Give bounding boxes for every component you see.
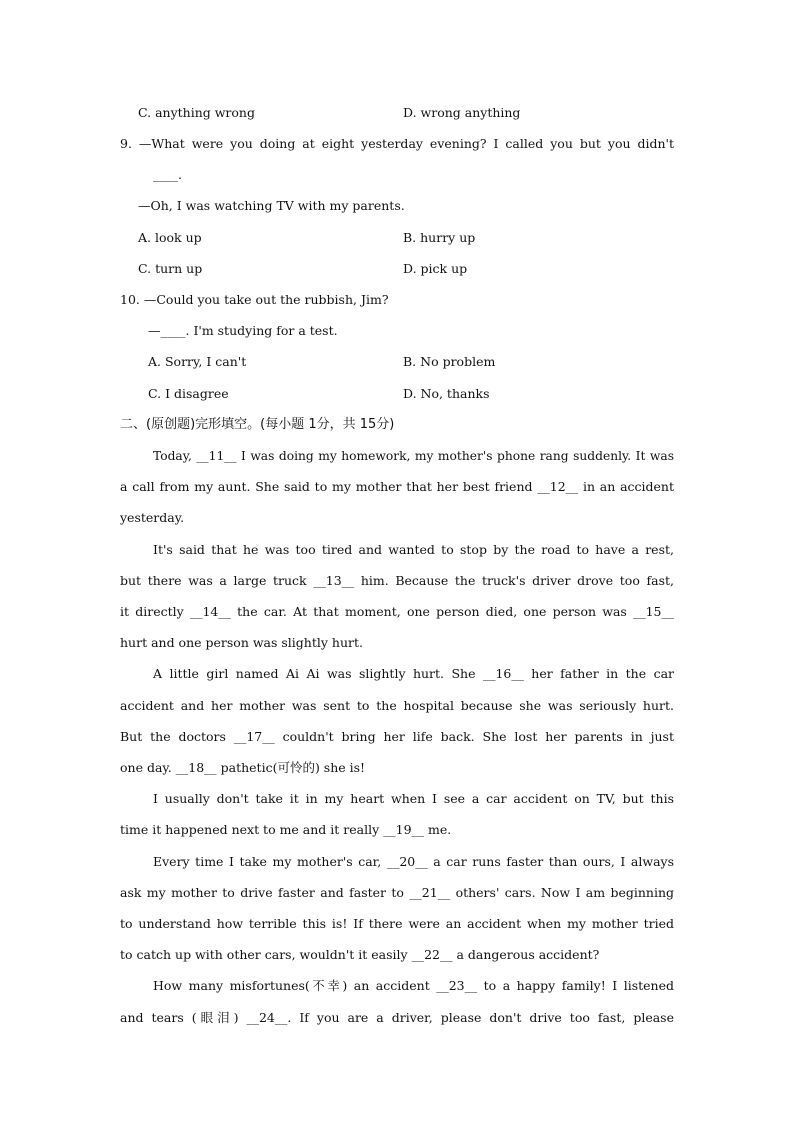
q10-option-d: D. No, thanks bbox=[403, 386, 490, 401]
q10-option-b: B. No problem bbox=[403, 354, 496, 369]
passage-line-7: hurt and one person was slightly hurt. bbox=[120, 635, 363, 650]
passage-line-18: How many misfortunes(不幸) an accident __23__ to a happy family! I listened bbox=[153, 978, 674, 993]
passage-line-15: ask my mother to drive faster and faster to __21__ others' cars. Now I am beginning bbox=[120, 885, 674, 900]
passage-line-13: time it happened next to me and it really __19__ me. bbox=[120, 822, 452, 837]
q9-stem-blank: ____. bbox=[153, 167, 182, 182]
q9-stem-line1: 9. —What were you doing at eight yesterday evening? I called you but you didn't bbox=[120, 136, 674, 151]
passage-line-10: But the doctors __17__ couldn't bring her life back. She lost her parents in just bbox=[120, 729, 674, 744]
q9-option-a: A. look up bbox=[138, 230, 202, 245]
passage-line-6: it directly __14__ the car. At that moment, one person died, one person was __15__ bbox=[120, 604, 674, 619]
q9-option-b: B. hurry up bbox=[403, 230, 476, 245]
q9-answer: —Oh, I was watching TV with my parents. bbox=[138, 198, 405, 213]
passage-line-16: to understand how terrible this is! If there were an accident when my mother tried bbox=[120, 916, 674, 931]
passage-line-2: a call from my aunt. She said to my mother that her best friend __12__ in an accident bbox=[120, 479, 674, 494]
q10-option-c: C. I disagree bbox=[148, 386, 229, 401]
passage-line-14: Every time I take my mother's car, __20__ a car runs faster than ours, I always bbox=[153, 854, 674, 869]
q9-option-d: D. pick up bbox=[403, 261, 468, 276]
passage-line-12: I usually don't take it in my heart when I see a car accident on TV, but this bbox=[153, 791, 674, 806]
passage-line-11: one day. __18__ pathetic(可怜的) she is! bbox=[120, 760, 366, 775]
passage-line-8: A little girl named Ai Ai was slightly hurt. She __16__ her father in the car bbox=[153, 666, 674, 681]
passage-line-3: yesterday. bbox=[120, 510, 185, 525]
passage-line-5: but there was a large truck __13__ him. Because the truck's driver drove too fast, bbox=[120, 573, 674, 588]
section-heading: 二、(原创题)完形填空。(每小题 1分，共 15分) bbox=[120, 417, 395, 432]
q8-option-c: C. anything wrong bbox=[138, 105, 255, 120]
q10-stem: 10. —Could you take out the rubbish, Jim? bbox=[120, 292, 389, 307]
passage-line-9: accident and her mother was sent to the hospital because she was seriously hurt. bbox=[120, 698, 674, 713]
passage-line-17: to catch up with other cars, wouldn't it easily __22__ a dangerous accident? bbox=[120, 947, 600, 962]
q10-answer: —____. I'm studying for a test. bbox=[148, 323, 338, 338]
q9-option-c: C. turn up bbox=[138, 261, 203, 276]
passage-line-19: and tears (眼泪) __24__. If you are a driver, please don't drive too fast, please bbox=[120, 1010, 674, 1025]
passage-line-4: It's said that he was too tired and wanted to stop by the road to have a rest, bbox=[153, 542, 674, 557]
q8-option-d: D. wrong anything bbox=[403, 105, 521, 120]
passage-line-1: Today, __11__ I was doing my homework, my mother's phone rang suddenly. It was bbox=[153, 449, 674, 463]
q10-option-a: A. Sorry, I can't bbox=[148, 354, 247, 369]
